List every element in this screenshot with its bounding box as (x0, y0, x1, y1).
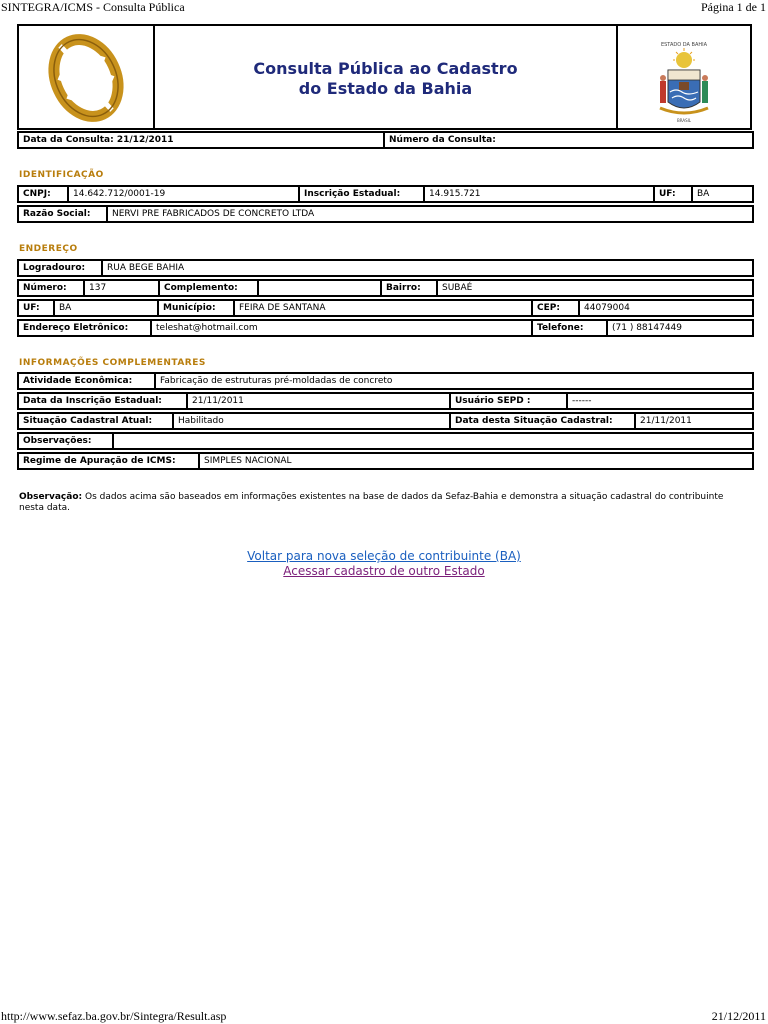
print-header (0, 0, 768, 16)
page-title-line1: Consulta Pública ao Cadastro (253, 59, 518, 78)
municipio-label: Município: (158, 300, 234, 316)
regime-label: Regime de Apuração de ICMS: (18, 453, 199, 469)
consulta-date-value: 21/12/2011 (116, 134, 174, 145)
regime-table (17, 452, 754, 470)
inscricao-estadual-label: Inscrição Estadual: (299, 186, 424, 202)
razao-social-label: Razão Social: (18, 206, 107, 222)
header-banner (17, 24, 752, 130)
logradouro-value: RUA BEGE BAHIA (102, 260, 753, 276)
sintegra-logo-icon (19, 26, 153, 128)
logradouro-label: Logradouro: (18, 260, 102, 276)
cnpj-label: CNPJ: (18, 186, 68, 202)
other-state-link[interactable]: Acessar cadastro de outro Estado (283, 564, 485, 578)
usuario-sepd-label: Usuário SEPD : (450, 393, 567, 409)
back-to-selection-link[interactable]: Voltar para nova seleção de contribuinte (BA) (247, 549, 521, 563)
uf-label: UF: (654, 186, 692, 202)
identificacao-table (17, 185, 754, 203)
situacao-table (17, 412, 754, 430)
back-link-row (0, 549, 768, 564)
consulta-number-cell (384, 132, 753, 148)
municipio-value: FEIRA DE SANTANA (234, 300, 532, 316)
page-title (155, 26, 618, 128)
municipio-table (17, 299, 754, 317)
atividade-value: Fabricação de estruturas pré-moldadas de concreto (155, 373, 753, 389)
print-footer-date: 21/12/2011 (711, 1009, 766, 1023)
data-inscricao-label: Data da Inscrição Estadual: (18, 393, 187, 409)
observation-note-label: Observação: (19, 492, 83, 502)
endereco-uf-value: BA (54, 300, 158, 316)
table-row (18, 393, 753, 409)
observation-note-text: Os dados acima são baseados em informações existentes na base de dados da Sefaz-Bahia e demonstra a situação cadastral do contribuinte nesta data. (19, 492, 724, 513)
razao-social-value: NERVI PRE FABRICADOS DE CONCRETO LTDA (107, 206, 753, 222)
table-row (18, 206, 753, 222)
situacao-label: Situação Cadastral Atual: (18, 413, 173, 429)
consulta-table (17, 131, 754, 149)
other-state-link-row (0, 564, 768, 579)
section-title-identificacao: IDENTIFICAÇÃO (19, 170, 104, 180)
contato-table (17, 319, 754, 337)
table-row (18, 413, 753, 429)
uf-value: BA (692, 186, 753, 202)
bahia-coat-of-arms-icon (618, 26, 750, 128)
data-inscricao-value: 21/11/2011 (187, 393, 450, 409)
consulta-date-label: Data da Consulta: (23, 134, 114, 145)
numero-table (17, 279, 754, 297)
print-footer-url: http://www.sefaz.ba.gov.br/Sintegra/Result.asp (1, 1009, 227, 1023)
table-row (18, 260, 753, 276)
atividade-label: Atividade Econômica: (18, 373, 155, 389)
complemento-label: Complemento: (159, 280, 258, 296)
razao-social-table (17, 205, 754, 223)
bairro-label: Bairro: (381, 280, 437, 296)
table-row (18, 300, 753, 316)
endereco-uf-label: UF: (18, 300, 54, 316)
table-row (18, 433, 753, 449)
page-title-line2: do Estado da Bahia (298, 79, 473, 98)
data-inscricao-table (17, 392, 754, 410)
cnpj-value: 14.642.712/0001-19 (68, 186, 299, 202)
consulta-date-cell (18, 132, 384, 148)
observacoes-label: Observações: (18, 433, 113, 449)
complemento-value (258, 280, 381, 296)
bairro-value: SUBAÉ (437, 280, 753, 296)
regime-value: SIMPLES NACIONAL (199, 453, 753, 469)
email-label: Endereço Eletrônico: (18, 320, 151, 336)
svg-text:BRASIL: BRASIL (676, 118, 692, 123)
observation-note (19, 492, 749, 514)
observacoes-value (113, 433, 753, 449)
telefone-label: Telefone: (532, 320, 607, 336)
email-value: teleshat@hotmail.com (151, 320, 532, 336)
data-situacao-label: Data desta Situação Cadastral: (450, 413, 635, 429)
observacoes-table (17, 432, 754, 450)
sintegra-logo-cell (19, 26, 155, 128)
table-row (18, 453, 753, 469)
print-page-number: Página 1 de 1 (701, 0, 766, 14)
situacao-value: Habilitado (173, 413, 450, 429)
table-row (18, 373, 753, 389)
telefone-value: (71 ) 88147449 (607, 320, 753, 336)
data-situacao-value: 21/11/2011 (635, 413, 753, 429)
state-seal-cell (618, 26, 750, 128)
inscricao-estadual-value: 14.915.721 (424, 186, 654, 202)
table-row (18, 186, 753, 202)
section-title-complementares: INFORMAÇÕES COMPLEMENTARES (19, 358, 206, 368)
usuario-sepd-value: ------ (567, 393, 753, 409)
atividade-table (17, 372, 754, 390)
logradouro-table (17, 259, 754, 277)
numero-label: Número: (18, 280, 84, 296)
table-row (18, 132, 753, 148)
section-title-endereco: ENDEREÇO (19, 244, 78, 254)
print-footer (0, 1009, 768, 1024)
consulta-number-label: Número da Consulta: (389, 134, 496, 145)
numero-value: 137 (84, 280, 159, 296)
table-row (18, 320, 753, 336)
cep-value: 44079004 (579, 300, 753, 316)
table-row (18, 280, 753, 296)
cep-label: CEP: (532, 300, 579, 316)
svg-text:ESTADO DA BAHIA: ESTADO DA BAHIA (660, 42, 708, 48)
print-title: SINTEGRA/ICMS - Consulta Pública (1, 0, 185, 14)
